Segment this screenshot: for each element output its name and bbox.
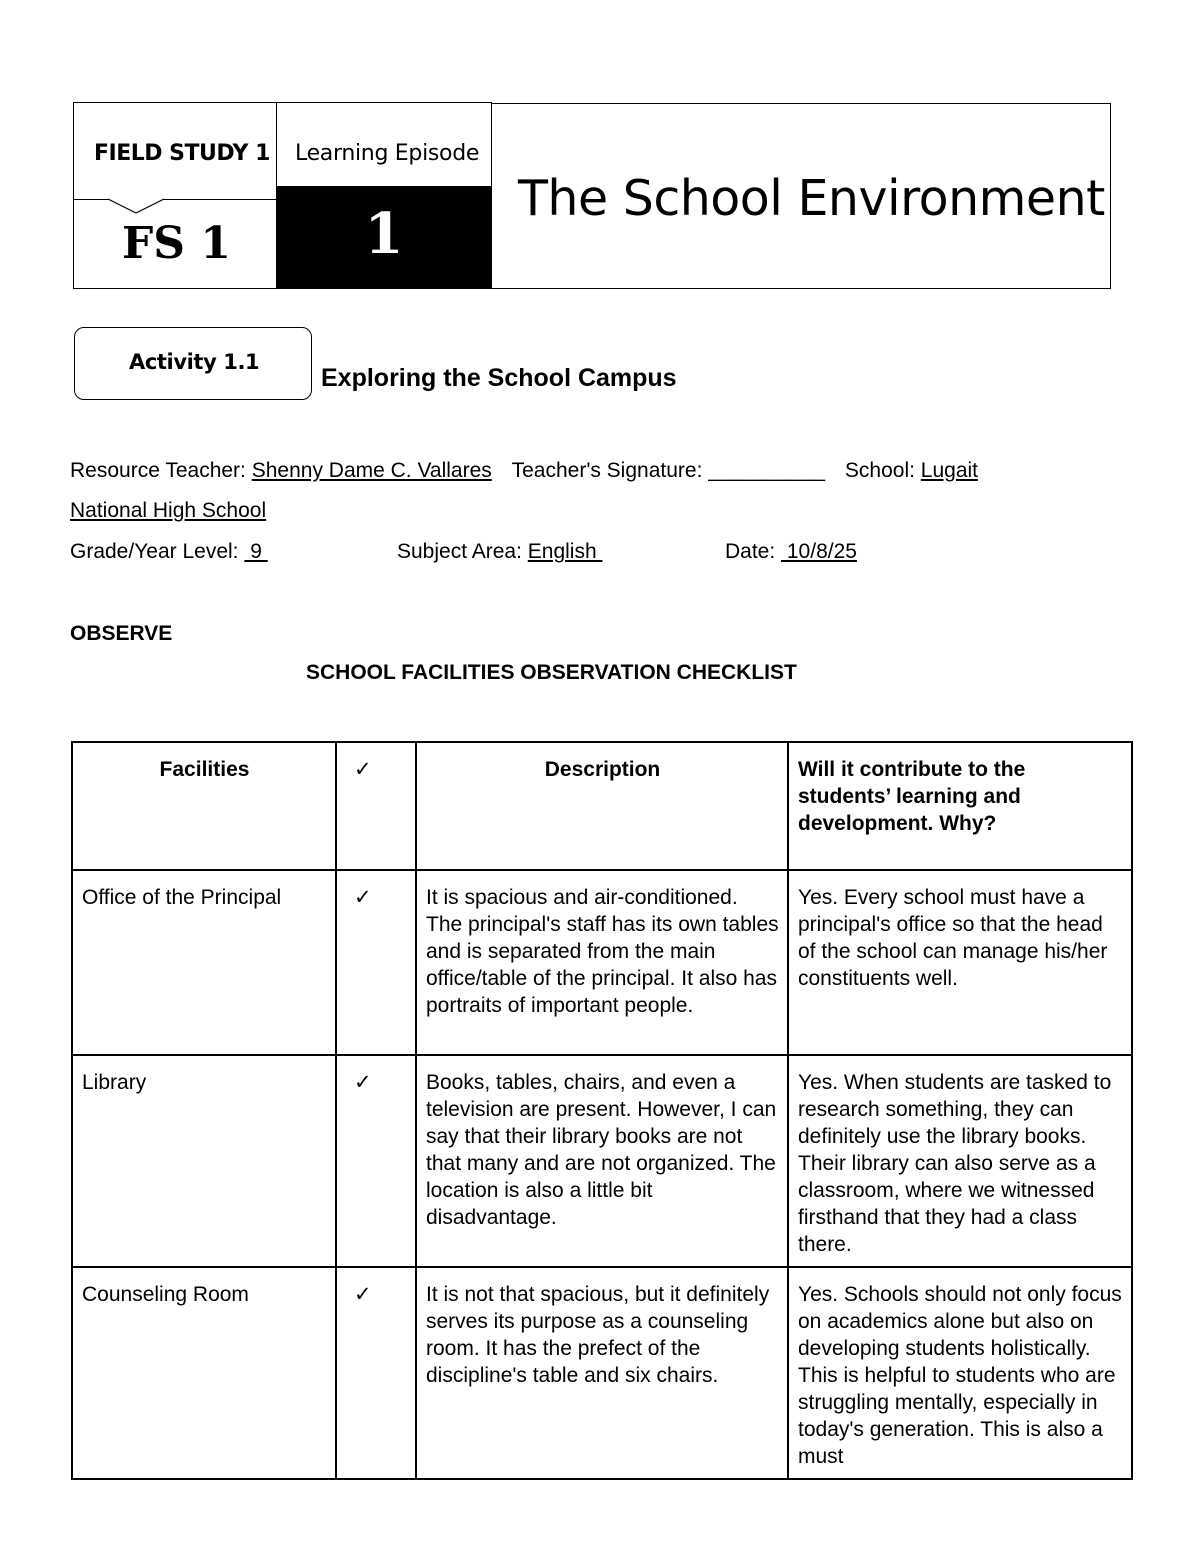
column-header-check: ✓ — [336, 742, 416, 870]
signature-blank: __________ — [708, 459, 826, 482]
column-header-description: Description — [416, 742, 788, 870]
school-value-line1: Lugait — [920, 459, 979, 482]
page-title: The School Environment — [518, 170, 1105, 227]
school-value-line2: National High School — [70, 499, 267, 522]
table-header-row — [72, 742, 1132, 870]
chevron-down-icon — [106, 198, 166, 216]
table-row — [72, 870, 1132, 1055]
subject-label: Subject Area: — [397, 540, 522, 563]
episode-number-cell — [276, 186, 492, 289]
facility-cell: Counseling Room — [72, 1267, 336, 1479]
grade-label: Grade/Year Level: — [70, 540, 239, 563]
facility-cell: Office of the Principal — [72, 870, 336, 1055]
subject-group — [397, 540, 602, 564]
observe-heading: OBSERVE — [70, 622, 173, 645]
checklist-title: SCHOOL FACILITIES OBSERVATION CHECKLIST — [306, 661, 797, 684]
facility-cell: Library — [72, 1055, 336, 1267]
observation-checklist-table — [71, 741, 1133, 1480]
subject-value: English — [527, 540, 603, 563]
resource-teacher-value: Shenny Dame C. Vallares — [251, 459, 492, 482]
date-group — [725, 540, 857, 564]
grade-value: 9 — [244, 540, 268, 563]
description-cell: It is not that spacious, but it definitely serves its purpose as a counseling room. It has the prefect of the discipline's table and six chairs. — [416, 1267, 788, 1479]
fs-short-label: FS 1 — [122, 218, 231, 269]
table-row — [72, 1267, 1132, 1479]
activity-badge — [74, 327, 312, 400]
date-value: 10/8/25 — [781, 540, 857, 563]
field-study-label: FIELD STUDY 1 — [94, 141, 270, 166]
check-mark-cell: ✓ — [336, 1055, 416, 1267]
contribution-cell: Yes. Every school must have a principal's office so that the head of the school can manage his/her constituents well. — [788, 870, 1132, 1055]
resource-teacher-label: Resource Teacher: — [70, 459, 246, 482]
activity-label: Activity 1.1 — [129, 350, 260, 374]
episode-number: 1 — [364, 201, 404, 267]
field-study-cell — [73, 102, 277, 200]
fs-short-cell — [73, 199, 277, 289]
info-line-1 — [70, 459, 978, 483]
school-label: School: — [844, 459, 915, 482]
check-mark-cell: ✓ — [336, 870, 416, 1055]
date-label: Date: — [725, 540, 776, 563]
contribution-cell: Yes. Schools should not only focus on academics alone but also on developing students holistically. This is helpful to students who are struggling mentally, especially in today's generation. This is also a must — [788, 1267, 1132, 1479]
column-header-facilities: Facilities — [72, 742, 336, 870]
description-cell: Books, tables, chairs, and even a television are present. However, I can say that their library books are not that many and are not organized. The location is also a little bit disadvantage. — [416, 1055, 788, 1267]
signature-label: Teacher's Signature: — [511, 459, 703, 482]
column-header-contribution: Will it contribute to the students’ learning and development. Why? — [788, 742, 1132, 870]
check-mark-cell: ✓ — [336, 1267, 416, 1479]
episode-header — [73, 102, 1111, 289]
description-cell: It is spacious and air-conditioned. The principal's staff has its own tables and is separated from the main office/table of the principal. It also has portraits of important people. — [416, 870, 788, 1055]
learning-episode-label: Learning Episode — [295, 141, 480, 166]
info-line-2 — [70, 499, 266, 523]
title-cell — [491, 103, 1111, 289]
info-line-3 — [70, 540, 857, 564]
contribution-cell: Yes. When students are tasked to research something, they can definitely use the library books. Their library can also serve as a classroom, where we witnessed firsthand that they had a class there. — [788, 1055, 1132, 1267]
activity-title: Exploring the School Campus — [321, 364, 677, 392]
learning-episode-cell — [276, 102, 492, 187]
table-row — [72, 1055, 1132, 1267]
